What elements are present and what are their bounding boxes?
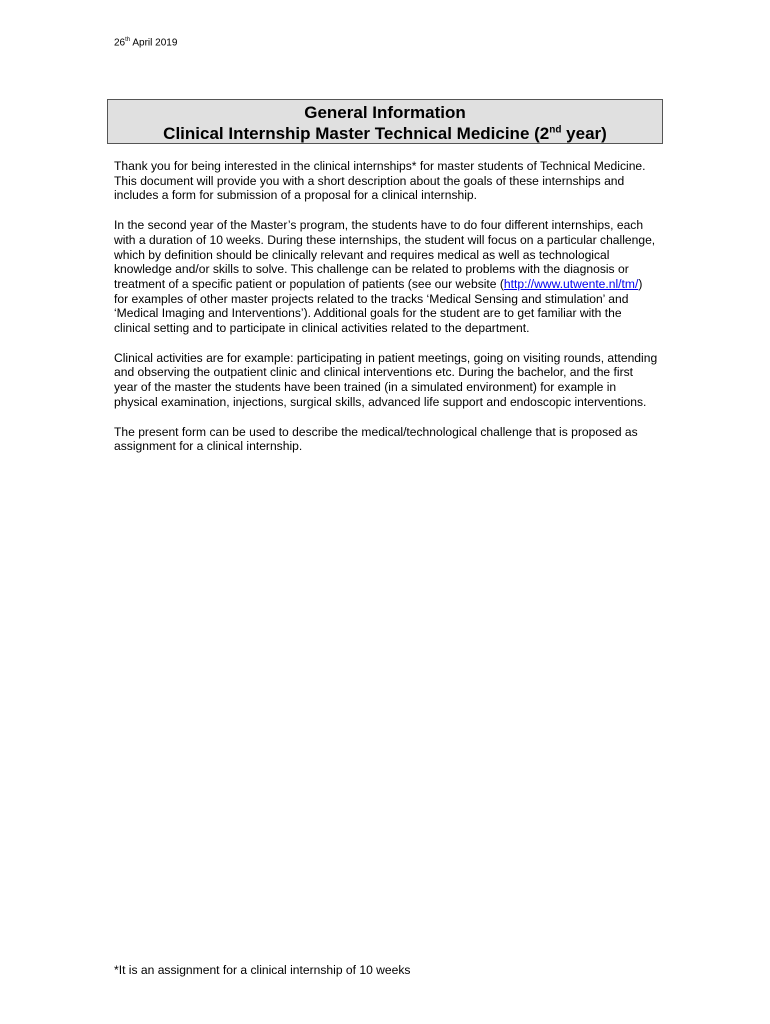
paragraph-second-year: In the second year of the Master’s program, the students have to do four different internships, each with a duration of 10 weeks. During these internships, the student will focus on a particular challenge, which by definition should be clinically relevant and requires medical as well as technological knowledge and/or skills to solve. This challenge can be related to problems with the diagnosis or treatment of a specific patient or population of patients (see our website (http://www.utwente.nl/tm/) for examples of other master projects related to the tracks ‘Medical Sensing and stimulation’ and ‘Medical Imaging and Interventions’). Additional goals for the student are to get familiar with the clinical setting and to participate in clinical activities related to the department. (114, 218, 656, 336)
paragraph-clinical-activities: Clinical activities are for example: participating in patient meetings, going on visiting rounds, attending and observing the outpatient clinic and clinical interventions etc. During the bachelor, and the first year of the master the students have been trained (in a simulated environment) for example in physical examination, injections, surgical skills, advanced life support and endoscopic interventions. (114, 350, 658, 409)
paragraph-intro: Thank you for being interested in the clinical internships* for master students of Technical Medicine. This document will provide you with a short description about the goals of these internships and includes a form for submission of a proposal for a clinical internship. (114, 159, 646, 203)
footnote: *It is an assignment for a clinical internship of 10 weeks (114, 963, 411, 977)
title-line-1: General Information (304, 103, 466, 122)
body-text (114, 159, 659, 469)
utwente-link[interactable]: http://www.utwente.nl/tm/ (503, 276, 639, 291)
paragraph-present-form: The present form can be used to describe the medical/technological challenge that is proposed as assignment for a clinical internship. (114, 424, 638, 454)
title-box (107, 99, 663, 144)
document-date: 26th April 2019 (114, 37, 178, 49)
title-line-2: Clinical Internship Master Technical Medicine (2nd year) (163, 124, 607, 143)
